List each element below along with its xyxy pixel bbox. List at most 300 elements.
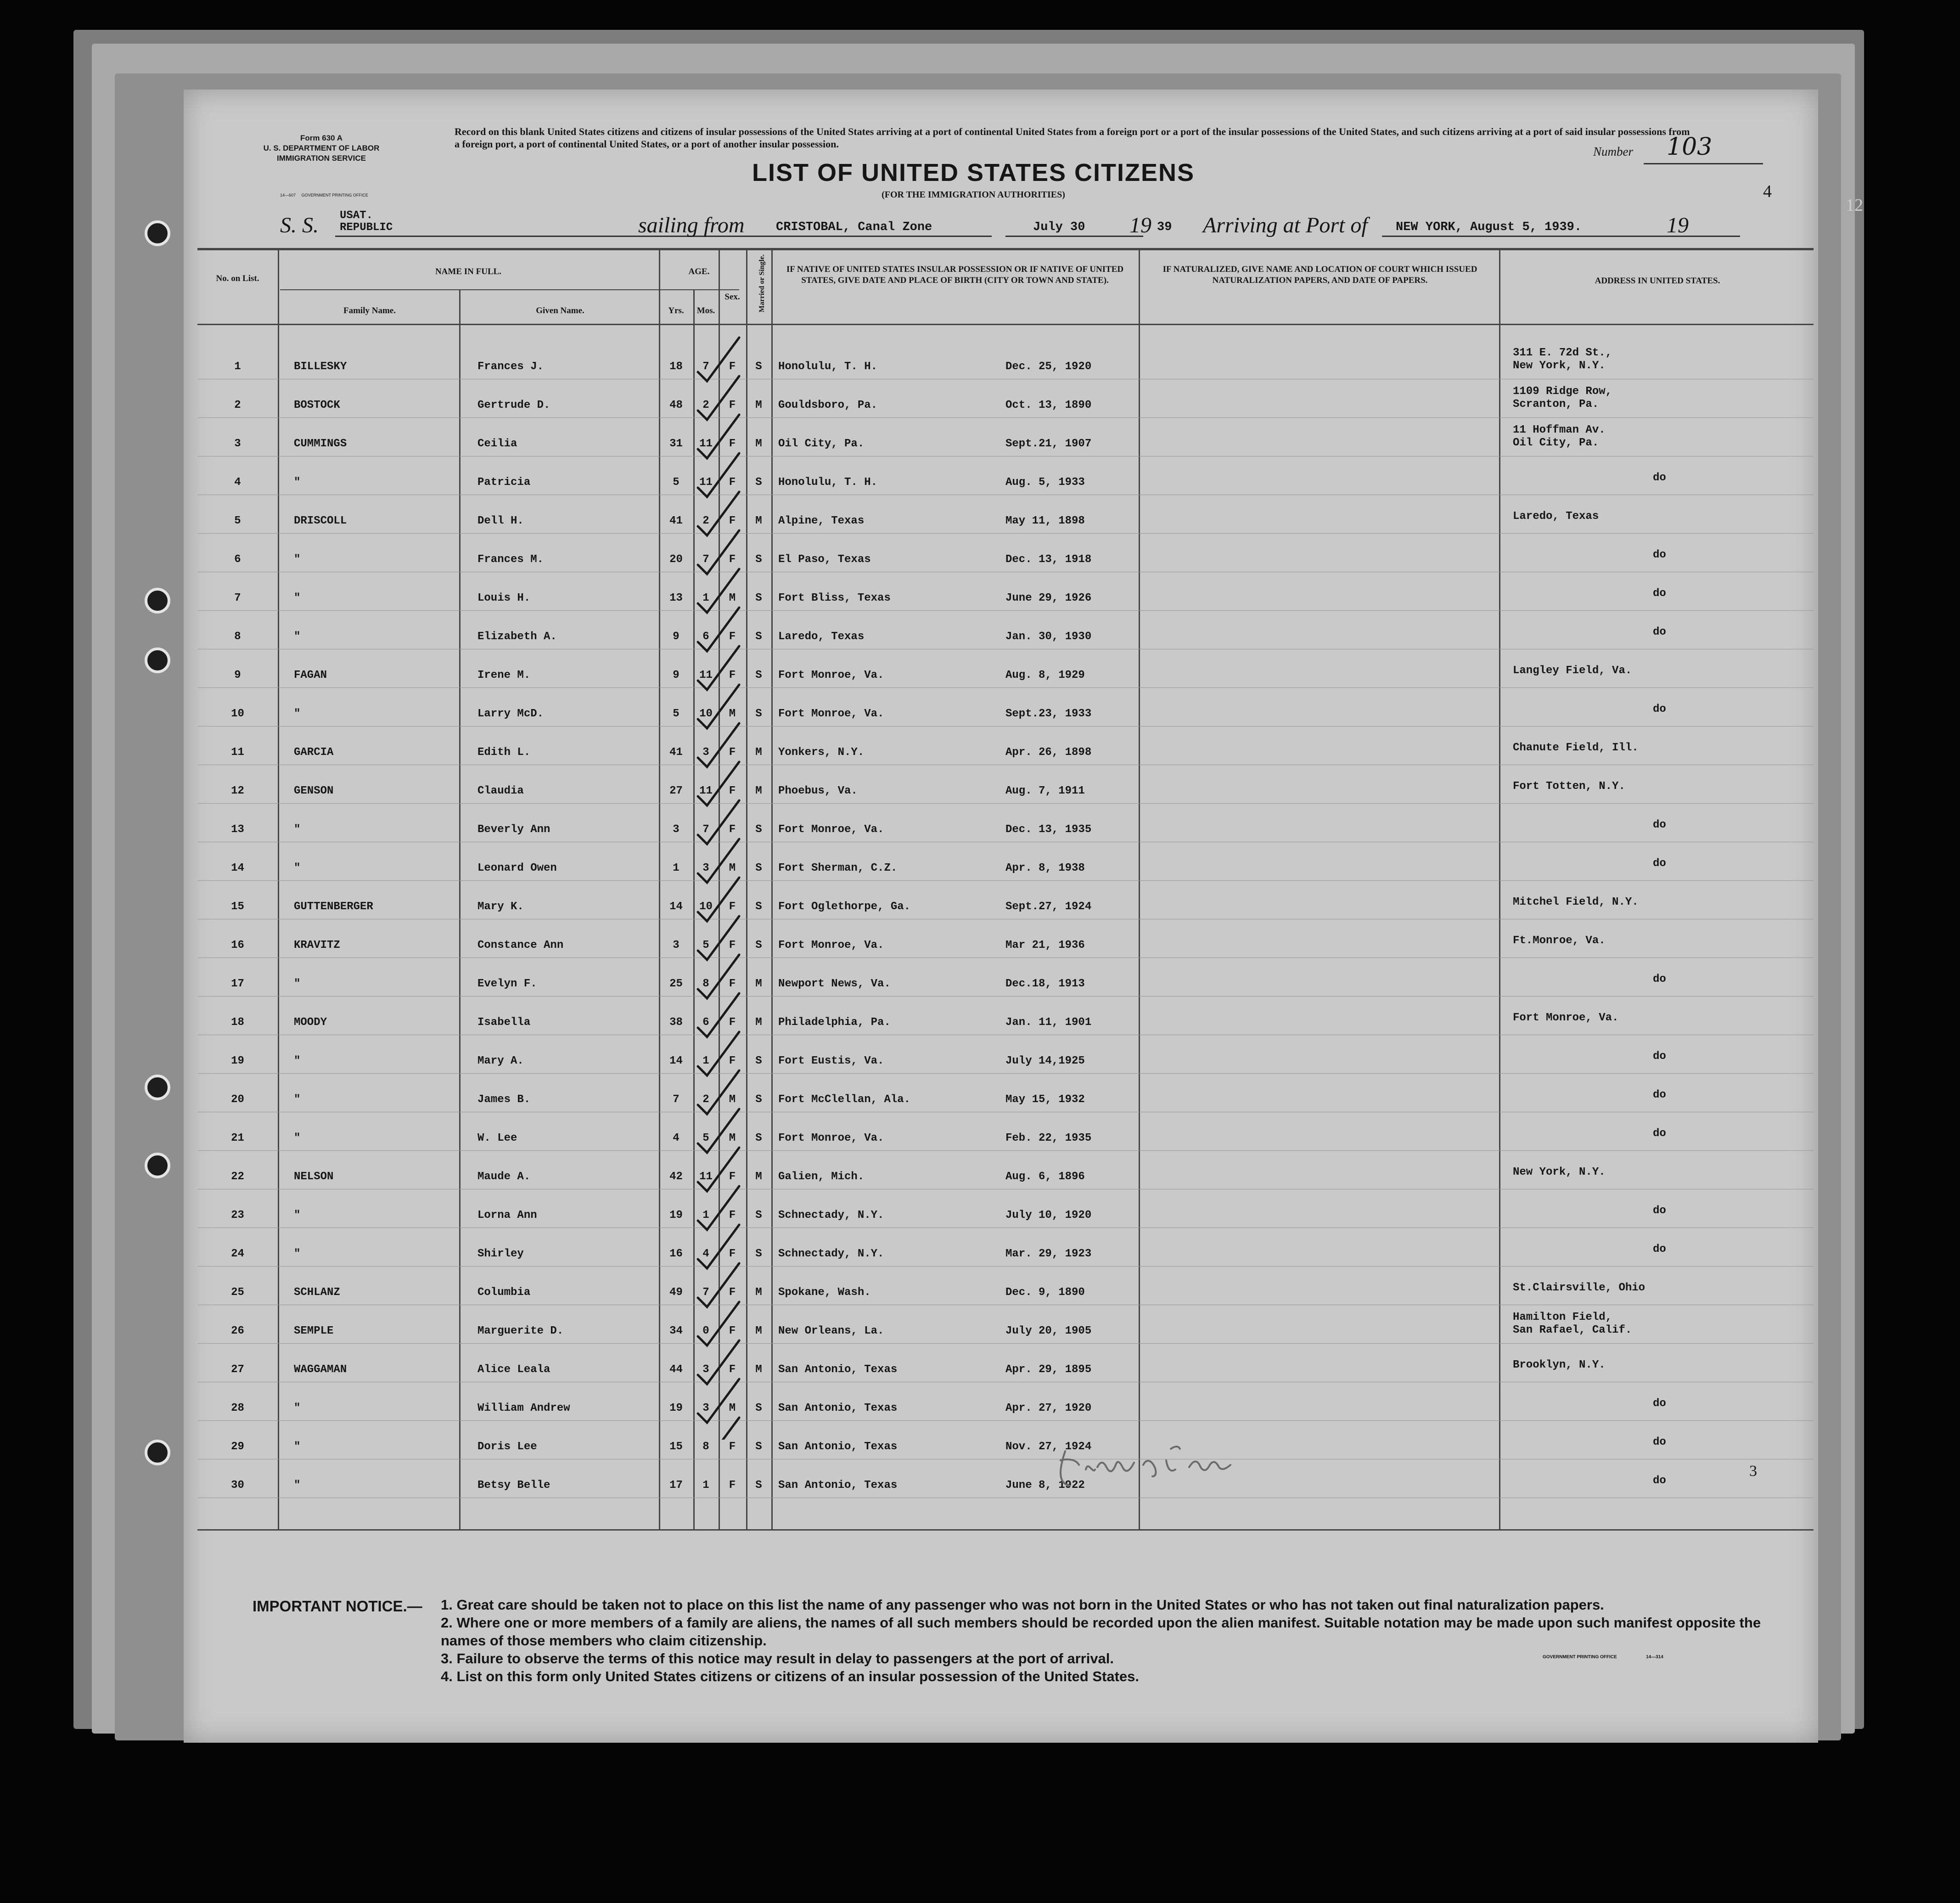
check-marks xyxy=(689,328,790,1440)
cell-mos: 0 xyxy=(702,1325,709,1337)
cell-date: Mar. 29, 1923 xyxy=(1005,1248,1092,1260)
header-name-in-full: NAME IN FULL. xyxy=(435,267,502,276)
cell-given: Elizabeth A. xyxy=(477,631,557,643)
cell-mos: 7 xyxy=(702,823,709,836)
row-rule xyxy=(197,1420,1814,1421)
check-mark xyxy=(698,839,739,883)
cell-place: Fort Oglethorpe, Ga. xyxy=(778,901,911,913)
cell-given: Isabella xyxy=(477,1016,531,1029)
gpo-top: GOVERNMENT PRINTING OFFICE xyxy=(301,193,368,197)
check-mark xyxy=(698,608,739,651)
cell-place: Spokane, Wash. xyxy=(778,1286,871,1299)
cell-ms: M xyxy=(755,1016,762,1029)
check-mark xyxy=(698,1302,739,1346)
cell-no: 28 xyxy=(231,1402,244,1414)
cell-date: Dec. 13, 1918 xyxy=(1005,553,1092,566)
cell-place: New Orleans, La. xyxy=(778,1325,884,1337)
check-mark xyxy=(698,1263,739,1307)
number-underline xyxy=(1644,163,1763,164)
cell-family: GUTTENBERGER xyxy=(294,901,373,913)
cell-place: Fort Monroe, Va. xyxy=(778,1132,884,1144)
cell-date: May 11, 1898 xyxy=(1005,515,1085,527)
cell-given: Mary K. xyxy=(477,901,524,913)
cell-yrs: 49 xyxy=(669,1286,683,1299)
cell-yrs: 25 xyxy=(669,978,683,990)
cell-given: Columbia xyxy=(477,1286,531,1299)
cell-address-line-1: New York, N.Y. xyxy=(1513,1166,1606,1178)
cell-no: 23 xyxy=(231,1209,244,1222)
cell-given: Alice Leala xyxy=(477,1363,550,1376)
cell-ms: S xyxy=(755,592,762,604)
cell-place: Galien, Mich. xyxy=(778,1171,865,1183)
ss-label: S. S. xyxy=(280,213,319,237)
cell-address-line-2: New York, N.Y. xyxy=(1513,360,1606,372)
cell-sex: F xyxy=(729,399,736,411)
cell-address-line-1: 311 E. 72d St., xyxy=(1513,347,1612,359)
cell-mos: 3 xyxy=(702,862,709,874)
cell-date: Apr. 26, 1898 xyxy=(1005,746,1092,759)
cell-given: Louis H. xyxy=(477,592,531,604)
cell-given: Mary A. xyxy=(477,1055,524,1067)
cell-place: Yonkers, N.Y. xyxy=(778,746,865,759)
cell-given: Lorna Ann xyxy=(477,1209,537,1222)
notice-label: IMPORTANT NOTICE.— xyxy=(253,1598,422,1615)
cell-mos: 2 xyxy=(702,515,709,527)
cell-address-line-1: Chanute Field, Ill. xyxy=(1513,742,1639,754)
header-native: IF NATIVE OF UNITED STATES INSULAR POSSESSION OR IF NATIVE OF UNITED STATES, GIVE DATE AND PLACE OF BIRTH (CITY OR TOWN AND STATE). xyxy=(786,265,1124,285)
cell-yrs: 31 xyxy=(669,438,683,450)
cell-sex: F xyxy=(729,1016,736,1029)
header-mos: Mos. xyxy=(696,306,715,315)
header-given-name: Given Name. xyxy=(536,306,584,315)
cell-address-line-1: do xyxy=(1653,549,1666,561)
cell-sex: F xyxy=(729,823,736,836)
table-bottom-rule xyxy=(197,1529,1814,1531)
cell-date: June 8, 1922 xyxy=(1005,1479,1085,1492)
cell-address-line-1: Fort Monroe, Va. xyxy=(1513,1012,1619,1024)
check-mark xyxy=(698,878,739,921)
cell-given: W. Lee xyxy=(477,1132,517,1144)
cell-mos: 1 xyxy=(702,1055,709,1067)
cell-yrs: 44 xyxy=(669,1363,683,1376)
cell-ms: S xyxy=(755,553,762,566)
cell-no: 21 xyxy=(231,1132,244,1144)
cell-date: July 14,1925 xyxy=(1005,1055,1085,1067)
col-rule xyxy=(278,248,279,1529)
cell-family: BOSTOCK xyxy=(294,399,340,411)
cell-date: Dec. 13, 1935 xyxy=(1005,823,1092,836)
row-rule xyxy=(197,610,1814,611)
cell-yrs: 14 xyxy=(669,901,683,913)
cell-family: " xyxy=(294,1093,301,1106)
cell-given: Leonard Owen xyxy=(477,862,557,874)
cell-ms: S xyxy=(755,1209,762,1222)
binder-hole xyxy=(145,1153,170,1178)
cell-place: Oil City, Pa. xyxy=(778,438,865,450)
cell-address-line-1: do xyxy=(1653,1397,1666,1410)
cell-no: 11 xyxy=(231,746,244,759)
cell-mos: 10 xyxy=(699,901,713,913)
cell-date: Dec. 9, 1890 xyxy=(1005,1286,1085,1299)
cell-family: " xyxy=(294,1209,301,1222)
number-label: Number xyxy=(1593,145,1633,158)
cell-date: Apr. 29, 1895 xyxy=(1005,1363,1092,1376)
arrival-port: NEW YORK, August 5, 1939. xyxy=(1396,220,1582,234)
check-mark xyxy=(698,376,739,420)
cell-date: Apr. 27, 1920 xyxy=(1005,1402,1092,1414)
cell-family: " xyxy=(294,978,301,990)
check-mark xyxy=(698,1379,739,1423)
check-mark xyxy=(698,685,739,728)
cell-place: Schnectady, N.Y. xyxy=(778,1209,884,1222)
cell-given: Beverly Ann xyxy=(477,823,550,836)
cell-family: MOODY xyxy=(294,1016,327,1029)
cell-given: James B. xyxy=(477,1093,531,1106)
arrival-year-prefix: 19 xyxy=(1667,213,1689,237)
cell-place: Alpine, Texas xyxy=(778,515,865,527)
cell-sex: F xyxy=(729,515,736,527)
cell-date: Sept.27, 1924 xyxy=(1005,901,1092,913)
cell-no: 9 xyxy=(234,669,241,681)
ship-name xyxy=(340,210,393,234)
manifest-page xyxy=(184,90,1863,1743)
sailing-underline xyxy=(771,236,992,237)
department: U. S. DEPARTMENT OF LABOR xyxy=(263,144,380,152)
cell-mos: 5 xyxy=(702,1132,709,1144)
notice-item-1: 1. Great care should be taken not to place on this list the name of any passenger who was not born in the United States or who has not taken out final naturalization papers. xyxy=(441,1597,1604,1613)
cell-address-line-1: do xyxy=(1653,1436,1666,1448)
cell-address-line-1: do xyxy=(1653,1475,1666,1487)
check-mark xyxy=(698,338,739,381)
header-yrs: Yrs. xyxy=(668,306,684,315)
service: IMMIGRATION SERVICE xyxy=(277,154,366,163)
cell-address-line-1: do xyxy=(1653,973,1666,985)
page-title: LIST OF UNITED STATES CITIZENS xyxy=(752,159,1195,186)
cell-ms: S xyxy=(755,360,762,373)
cell-sex: M xyxy=(729,1093,736,1106)
cell-address-line-1: Ft.Monroe, Va. xyxy=(1513,935,1606,947)
row-rule xyxy=(197,417,1814,418)
cell-address-line-1: do xyxy=(1653,1127,1666,1140)
cell-ms: S xyxy=(755,476,762,489)
table-header-rule xyxy=(197,324,1814,325)
cell-place: San Antonio, Texas xyxy=(778,1363,898,1376)
binder-hole xyxy=(145,1440,170,1465)
check-mark xyxy=(698,800,739,844)
cell-mos: 1 xyxy=(702,592,709,604)
cell-given: Ceilia xyxy=(477,438,517,450)
cell-sex: F xyxy=(729,1363,736,1376)
cell-sex: F xyxy=(729,901,736,913)
cell-ms: S xyxy=(755,862,762,874)
check-mark xyxy=(698,1109,739,1153)
cell-no: 7 xyxy=(234,592,241,604)
cell-mos: 11 xyxy=(699,669,713,681)
cell-given: Dell H. xyxy=(477,515,524,527)
check-mark xyxy=(698,1186,739,1230)
cell-given: Larry McD. xyxy=(477,708,544,720)
cell-given: Maude A. xyxy=(477,1171,531,1183)
cell-ms: M xyxy=(755,785,762,797)
date-underline xyxy=(1005,236,1143,237)
cell-no: 2 xyxy=(234,399,241,411)
cell-date: Apr. 8, 1938 xyxy=(1005,862,1085,874)
cell-mos: 6 xyxy=(702,1016,709,1029)
cell-sex: M xyxy=(729,1402,736,1414)
cell-sex: M xyxy=(729,708,736,720)
check-mark xyxy=(698,415,739,458)
cell-sex: F xyxy=(729,1055,736,1067)
cell-place: Schnectady, N.Y. xyxy=(778,1248,884,1260)
cell-address-line-1: do xyxy=(1653,1243,1666,1256)
cell-ms: M xyxy=(755,978,762,990)
cell-yrs: 16 xyxy=(669,1248,683,1260)
check-mark xyxy=(698,916,739,960)
page-mark: 3 xyxy=(1749,1463,1757,1480)
cell-yrs: 5 xyxy=(673,476,680,489)
cell-date: July 10, 1920 xyxy=(1005,1209,1092,1222)
cell-no: 6 xyxy=(234,553,241,566)
cell-yrs: 3 xyxy=(673,939,680,952)
table-top-rule xyxy=(197,248,1814,250)
cell-yrs: 4 xyxy=(673,1132,680,1144)
cell-family: " xyxy=(294,592,301,604)
cell-ms: M xyxy=(755,1286,762,1299)
cell-no: 14 xyxy=(231,862,244,874)
cell-place: Newport News, Va. xyxy=(778,978,891,990)
year-prefix: 19 xyxy=(1129,213,1151,237)
cell-place: San Antonio, Texas xyxy=(778,1402,898,1414)
header-naturalized: IF NATURALIZED, GIVE NAME AND LOCATION OF COURT WHICH ISSUED NATURALIZATION PAPERS, AND DATE OF PAPERS. xyxy=(1163,265,1477,285)
cell-sex: F xyxy=(729,1209,736,1222)
cell-date: Aug. 8, 1929 xyxy=(1005,669,1085,681)
cell-ms: S xyxy=(755,1055,762,1067)
cell-family: " xyxy=(294,553,301,566)
cell-given: William Andrew xyxy=(477,1402,570,1414)
cell-ms: S xyxy=(755,901,762,913)
cell-ms: S xyxy=(755,708,762,720)
cell-mos: 2 xyxy=(702,399,709,411)
cell-place: Phoebus, Va. xyxy=(778,785,858,797)
cell-date: July 20, 1905 xyxy=(1005,1325,1092,1337)
cell-mos: 7 xyxy=(702,553,709,566)
form-number: Form 630 A xyxy=(300,134,343,142)
cell-place: Fort Monroe, Va. xyxy=(778,708,884,720)
cell-family: " xyxy=(294,708,301,720)
binder-hole xyxy=(145,1075,170,1100)
cell-place: Fort Bliss, Texas xyxy=(778,592,891,604)
cell-yrs: 19 xyxy=(669,1209,683,1222)
cell-yrs: 48 xyxy=(669,399,683,411)
cell-family: BILLESKY xyxy=(294,360,347,373)
cell-address-line-1: Langley Field, Va. xyxy=(1513,664,1632,677)
cell-address-line-1: do xyxy=(1653,1205,1666,1217)
cell-date: May 15, 1932 xyxy=(1005,1093,1085,1106)
notice-item-3: 3. Failure to observe the terms of this notice may result in delay to passengers at the port of arrival. xyxy=(441,1650,1114,1667)
cell-address-line-2: Scranton, Pa. xyxy=(1513,398,1599,411)
cell-date: June 29, 1926 xyxy=(1005,592,1092,604)
cell-no: 24 xyxy=(231,1248,244,1260)
sailing-from-label: sailing from xyxy=(638,213,745,237)
cell-place: Honolulu, T. H. xyxy=(778,360,878,373)
cell-date: Dec.18, 1913 xyxy=(1005,978,1085,990)
cell-mos: 3 xyxy=(702,1363,709,1376)
cell-family: " xyxy=(294,1479,301,1492)
cell-no: 16 xyxy=(231,939,244,952)
cell-address-line-1: do xyxy=(1653,1089,1666,1101)
cell-no: 10 xyxy=(231,708,244,720)
notice-item-4: 4. List on this form only United States citizens or citizens of an insular possession of the United States. xyxy=(441,1668,1139,1684)
cell-mos: 8 xyxy=(702,1441,709,1453)
cell-ms: M xyxy=(755,1325,762,1337)
cell-date: Nov. 27, 1924 xyxy=(1005,1441,1092,1453)
cell-date: Aug. 5, 1933 xyxy=(1005,476,1085,489)
cell-yrs: 17 xyxy=(669,1479,683,1492)
cell-sex: F xyxy=(729,1325,736,1337)
cell-no: 22 xyxy=(231,1171,244,1183)
check-mark xyxy=(698,1070,739,1114)
check-mark xyxy=(698,530,739,574)
cell-address-line-1: Fort Totten, N.Y. xyxy=(1513,780,1625,793)
cell-sex: F xyxy=(729,476,736,489)
cell-address-line-1: 11 Hoffman Av. xyxy=(1513,424,1606,436)
cell-family: SEMPLE xyxy=(294,1325,334,1337)
cell-ms: M xyxy=(755,1363,762,1376)
cell-mos: 5 xyxy=(702,939,709,952)
cell-no: 29 xyxy=(231,1441,244,1453)
record-instructions: Record on this blank United States citizens and citizens of insular possessions of the United States arriving at a port of continental United States from a foreign port or a port of the insular possessions of the United States, and such citizens arriving at a port of said insular possessions from a foreign port, a port of continental United States, or a port of another insular possession. xyxy=(455,126,1690,150)
cell-address-line-1: do xyxy=(1653,857,1666,870)
row-rule xyxy=(197,880,1814,881)
cell-ms: S xyxy=(755,1402,762,1414)
cell-ms: M xyxy=(755,1171,762,1183)
form-identifier xyxy=(248,133,395,163)
arrival-year-underline xyxy=(1690,236,1740,237)
cell-mos: 11 xyxy=(699,476,713,489)
year-suffix: 39 xyxy=(1157,220,1172,234)
cell-date: Sept.23, 1933 xyxy=(1005,708,1092,720)
cell-date: Oct. 13, 1890 xyxy=(1005,399,1092,411)
cell-no: 26 xyxy=(231,1325,244,1337)
row-rule xyxy=(197,533,1814,534)
cell-mos: 6 xyxy=(702,631,709,643)
check-mark xyxy=(698,453,739,497)
cell-family: " xyxy=(294,1441,301,1453)
cell-ms: S xyxy=(755,939,762,952)
cell-no: 20 xyxy=(231,1093,244,1106)
cell-address-line-1: do xyxy=(1653,819,1666,831)
header-sex: Sex. xyxy=(724,292,740,302)
col-rule xyxy=(1499,248,1500,1529)
col-rule xyxy=(1139,248,1140,1529)
cell-date: Aug. 7, 1911 xyxy=(1005,785,1085,797)
cell-yrs: 15 xyxy=(669,1441,683,1453)
cell-mos: 7 xyxy=(702,1286,709,1299)
row-rule xyxy=(197,1343,1814,1344)
cell-sex: M xyxy=(729,1132,736,1144)
header-address: ADDRESS IN UNITED STATES. xyxy=(1595,276,1720,286)
cell-place: Fort Monroe, Va. xyxy=(778,669,884,681)
check-mark xyxy=(698,1225,739,1268)
cell-given: Irene M. xyxy=(477,669,531,681)
cell-place: Fort Monroe, Va. xyxy=(778,939,884,952)
cell-sex: F xyxy=(729,1479,736,1492)
cell-no: 30 xyxy=(231,1479,244,1492)
cell-family: " xyxy=(294,476,301,489)
check-mark xyxy=(698,646,739,690)
cell-ms: S xyxy=(755,669,762,681)
ship-line-2: REPUBLIC xyxy=(340,221,393,234)
number-value: 103 xyxy=(1667,133,1713,161)
cell-yrs: 41 xyxy=(669,746,683,759)
signature-image xyxy=(1051,1433,1244,1492)
cell-mos: 11 xyxy=(699,438,713,450)
cell-place: Honolulu, T. H. xyxy=(778,476,878,489)
cell-place: San Antonio, Texas xyxy=(778,1479,898,1492)
cell-yrs: 34 xyxy=(669,1325,683,1337)
row-rule xyxy=(197,1266,1814,1267)
cell-place: Fort McClellan, Ala. xyxy=(778,1093,911,1106)
header-no-on-list: No. on List. xyxy=(216,274,259,283)
cell-no: 3 xyxy=(234,438,241,450)
cell-date: Feb. 22, 1935 xyxy=(1005,1132,1092,1144)
cell-address-line-1: Brooklyn, N.Y. xyxy=(1513,1359,1606,1371)
cell-ms: S xyxy=(755,1441,762,1453)
cell-ms: S xyxy=(755,823,762,836)
cell-given: Frances J. xyxy=(477,360,544,373)
cell-ms: M xyxy=(755,399,762,411)
cell-yrs: 20 xyxy=(669,553,683,566)
check-mark xyxy=(698,1148,739,1191)
cell-sex: F xyxy=(729,785,736,797)
cell-family: SCHLANZ xyxy=(294,1286,340,1299)
cell-yrs: 3 xyxy=(673,823,680,836)
cell-family: KRAVITZ xyxy=(294,939,340,952)
check-mark xyxy=(698,762,739,805)
cell-mos: 10 xyxy=(699,708,713,720)
code-bottom: 14—314 xyxy=(1646,1655,1663,1660)
cell-given: Shirley xyxy=(477,1248,524,1260)
cell-family: DRISCOLL xyxy=(294,515,347,527)
cell-family: GENSON xyxy=(294,785,334,797)
cell-date: Aug. 6, 1896 xyxy=(1005,1171,1085,1183)
cell-given: Gertrude D. xyxy=(477,399,550,411)
cell-yrs: 14 xyxy=(669,1055,683,1067)
cell-no: 15 xyxy=(231,901,244,913)
cell-no: 17 xyxy=(231,978,244,990)
cell-mos: 2 xyxy=(702,1093,709,1106)
sailing-from: CRISTOBAL, Canal Zone xyxy=(776,220,932,234)
cell-place: Philadelphia, Pa. xyxy=(778,1016,891,1029)
cell-yrs: 38 xyxy=(669,1016,683,1029)
page-subtitle: (FOR THE IMMIGRATION AUTHORITIES) xyxy=(882,190,1065,200)
cell-place: El Paso, Texas xyxy=(778,553,871,566)
cell-family: FAGAN xyxy=(294,669,327,681)
cell-given: Frances M. xyxy=(477,553,544,566)
cell-family: " xyxy=(294,1055,301,1067)
cell-yrs: 42 xyxy=(669,1171,683,1183)
row-rule xyxy=(197,1150,1814,1151)
cell-family: " xyxy=(294,1402,301,1414)
cell-place: Laredo, Texas xyxy=(778,631,865,643)
cell-yrs: 5 xyxy=(673,708,680,720)
binder-hole xyxy=(145,647,170,673)
cell-date: Dec. 25, 1920 xyxy=(1005,360,1092,373)
cell-no: 27 xyxy=(231,1363,244,1376)
cell-no: 19 xyxy=(231,1055,244,1067)
check-mark xyxy=(698,492,739,535)
cell-place: Fort Monroe, Va. xyxy=(778,823,884,836)
